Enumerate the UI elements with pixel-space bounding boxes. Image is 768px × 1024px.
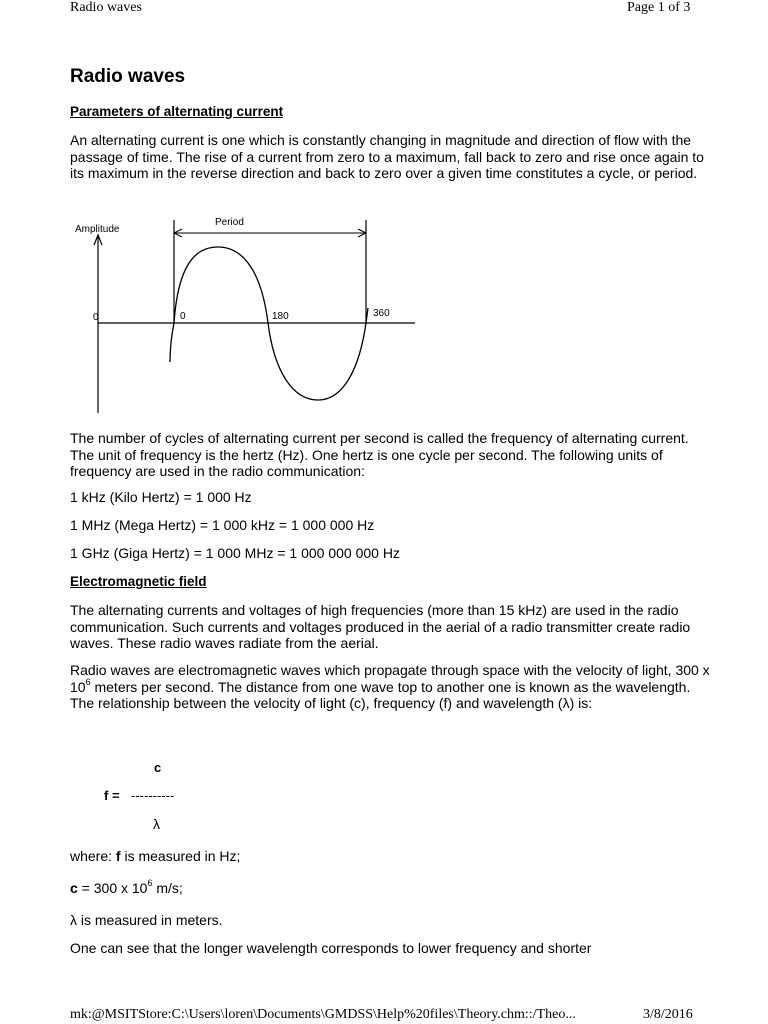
paragraph-em-intro: The alternating currents and voltages of high frequencies (more than 15 kHz) are used in the radio communication. Such currents and voltages produced in the aerial of a radio transmitter create radio waves. These radio waves radiate from the aerial. <box>70 602 691 651</box>
header-page-number: Page 1 of 3 <box>627 0 691 15</box>
paragraph-radio-waves <box>70 662 710 712</box>
period-label: Period <box>215 217 244 228</box>
c-value-line <box>70 880 183 896</box>
section-heading-ac: Parameters of alternating current <box>70 104 284 119</box>
paragraph-ac-definition: An alternating current is one which is constantly changing in magnitude and direction of flow with the passage of time. The rise of a current from zero to a maximum, fall back to zero and rise once again to its maximum in the reverse direction and back to zero over a given time constitutes a cycle, or period. <box>70 132 704 181</box>
lambda-unit-line <box>70 912 223 928</box>
lambda-symbol: λ <box>562 695 570 711</box>
where-f-unit: is measured in Hz; <box>120 848 241 864</box>
unit-ghz: 1 GHz (Giga Hertz) = 1 000 MHz = 1 000 000 000 Hz <box>70 545 400 561</box>
where-f-symbol: f <box>115 848 121 864</box>
amplitude-label: Amplitude <box>75 224 120 235</box>
radio-waves-text-a: Radio waves are electromagnetic waves which propagate through space with the velocity of light, 300 x 10 <box>70 662 710 695</box>
footer-date: 3/8/2016 <box>643 1007 693 1022</box>
c-value-unit: m/s; <box>152 880 183 896</box>
c-symbol: c <box>70 880 78 896</box>
section-heading-em-field: Electromagnetic field <box>70 574 207 589</box>
where-text: where: <box>70 848 116 864</box>
formula-fraction-bar: ---------- <box>131 788 175 803</box>
unit-khz: 1 kHz (Kilo Hertz) = 1 000 Hz <box>70 489 252 505</box>
header-title: Radio waves <box>70 0 142 15</box>
footer-path: mk:@MSITStore:C:\Users\loren\Documents\GMDSS\Help%20files\Theory.chm::/Theo... <box>70 1007 576 1022</box>
lambda-unit-text: is measured in meters. <box>77 912 223 928</box>
where-f-line <box>70 848 240 864</box>
document-title: Radio waves <box>70 66 186 87</box>
formula-lhs: f = <box>104 788 120 803</box>
sine-wave-diagram <box>60 205 430 425</box>
c-value-exponent: 6 <box>147 878 153 888</box>
radio-waves-text-b: meters per second. The distance from one wave top to another one is known as the wavelength. The relationship between the velocity of light (c), frequency (f) and wavelength ( <box>70 678 691 711</box>
radio-waves-text-c: ) is: <box>569 695 593 711</box>
degree-180-label: 180 <box>272 311 289 322</box>
lambda-unit-symbol: λ <box>70 912 77 928</box>
unit-mhz: 1 MHz (Mega Hertz) = 1 000 kHz = 1 000 000 Hz <box>70 517 375 533</box>
formula-denominator: λ <box>153 816 160 832</box>
closing-line: One can see that the longer wavelength corresponds to lower frequency and shorter <box>70 940 592 956</box>
formula-numerator: c <box>154 760 162 775</box>
sine-wave-svg <box>60 205 430 420</box>
zero-axis-label: 0 <box>93 312 99 323</box>
paragraph-frequency: The number of cycles of alternating current per second is called the frequency of alternating current. The unit of frequency is the hertz (Hz). One hertz is one cycle per second. The following units of frequency are used in the radio communication: <box>70 430 689 479</box>
degree-360-label: 360 <box>373 308 390 319</box>
degree-0-label: 0 <box>180 311 186 322</box>
c-value-text: = 300 x 10 <box>77 880 148 896</box>
radio-waves-exponent: 6 <box>85 676 91 687</box>
